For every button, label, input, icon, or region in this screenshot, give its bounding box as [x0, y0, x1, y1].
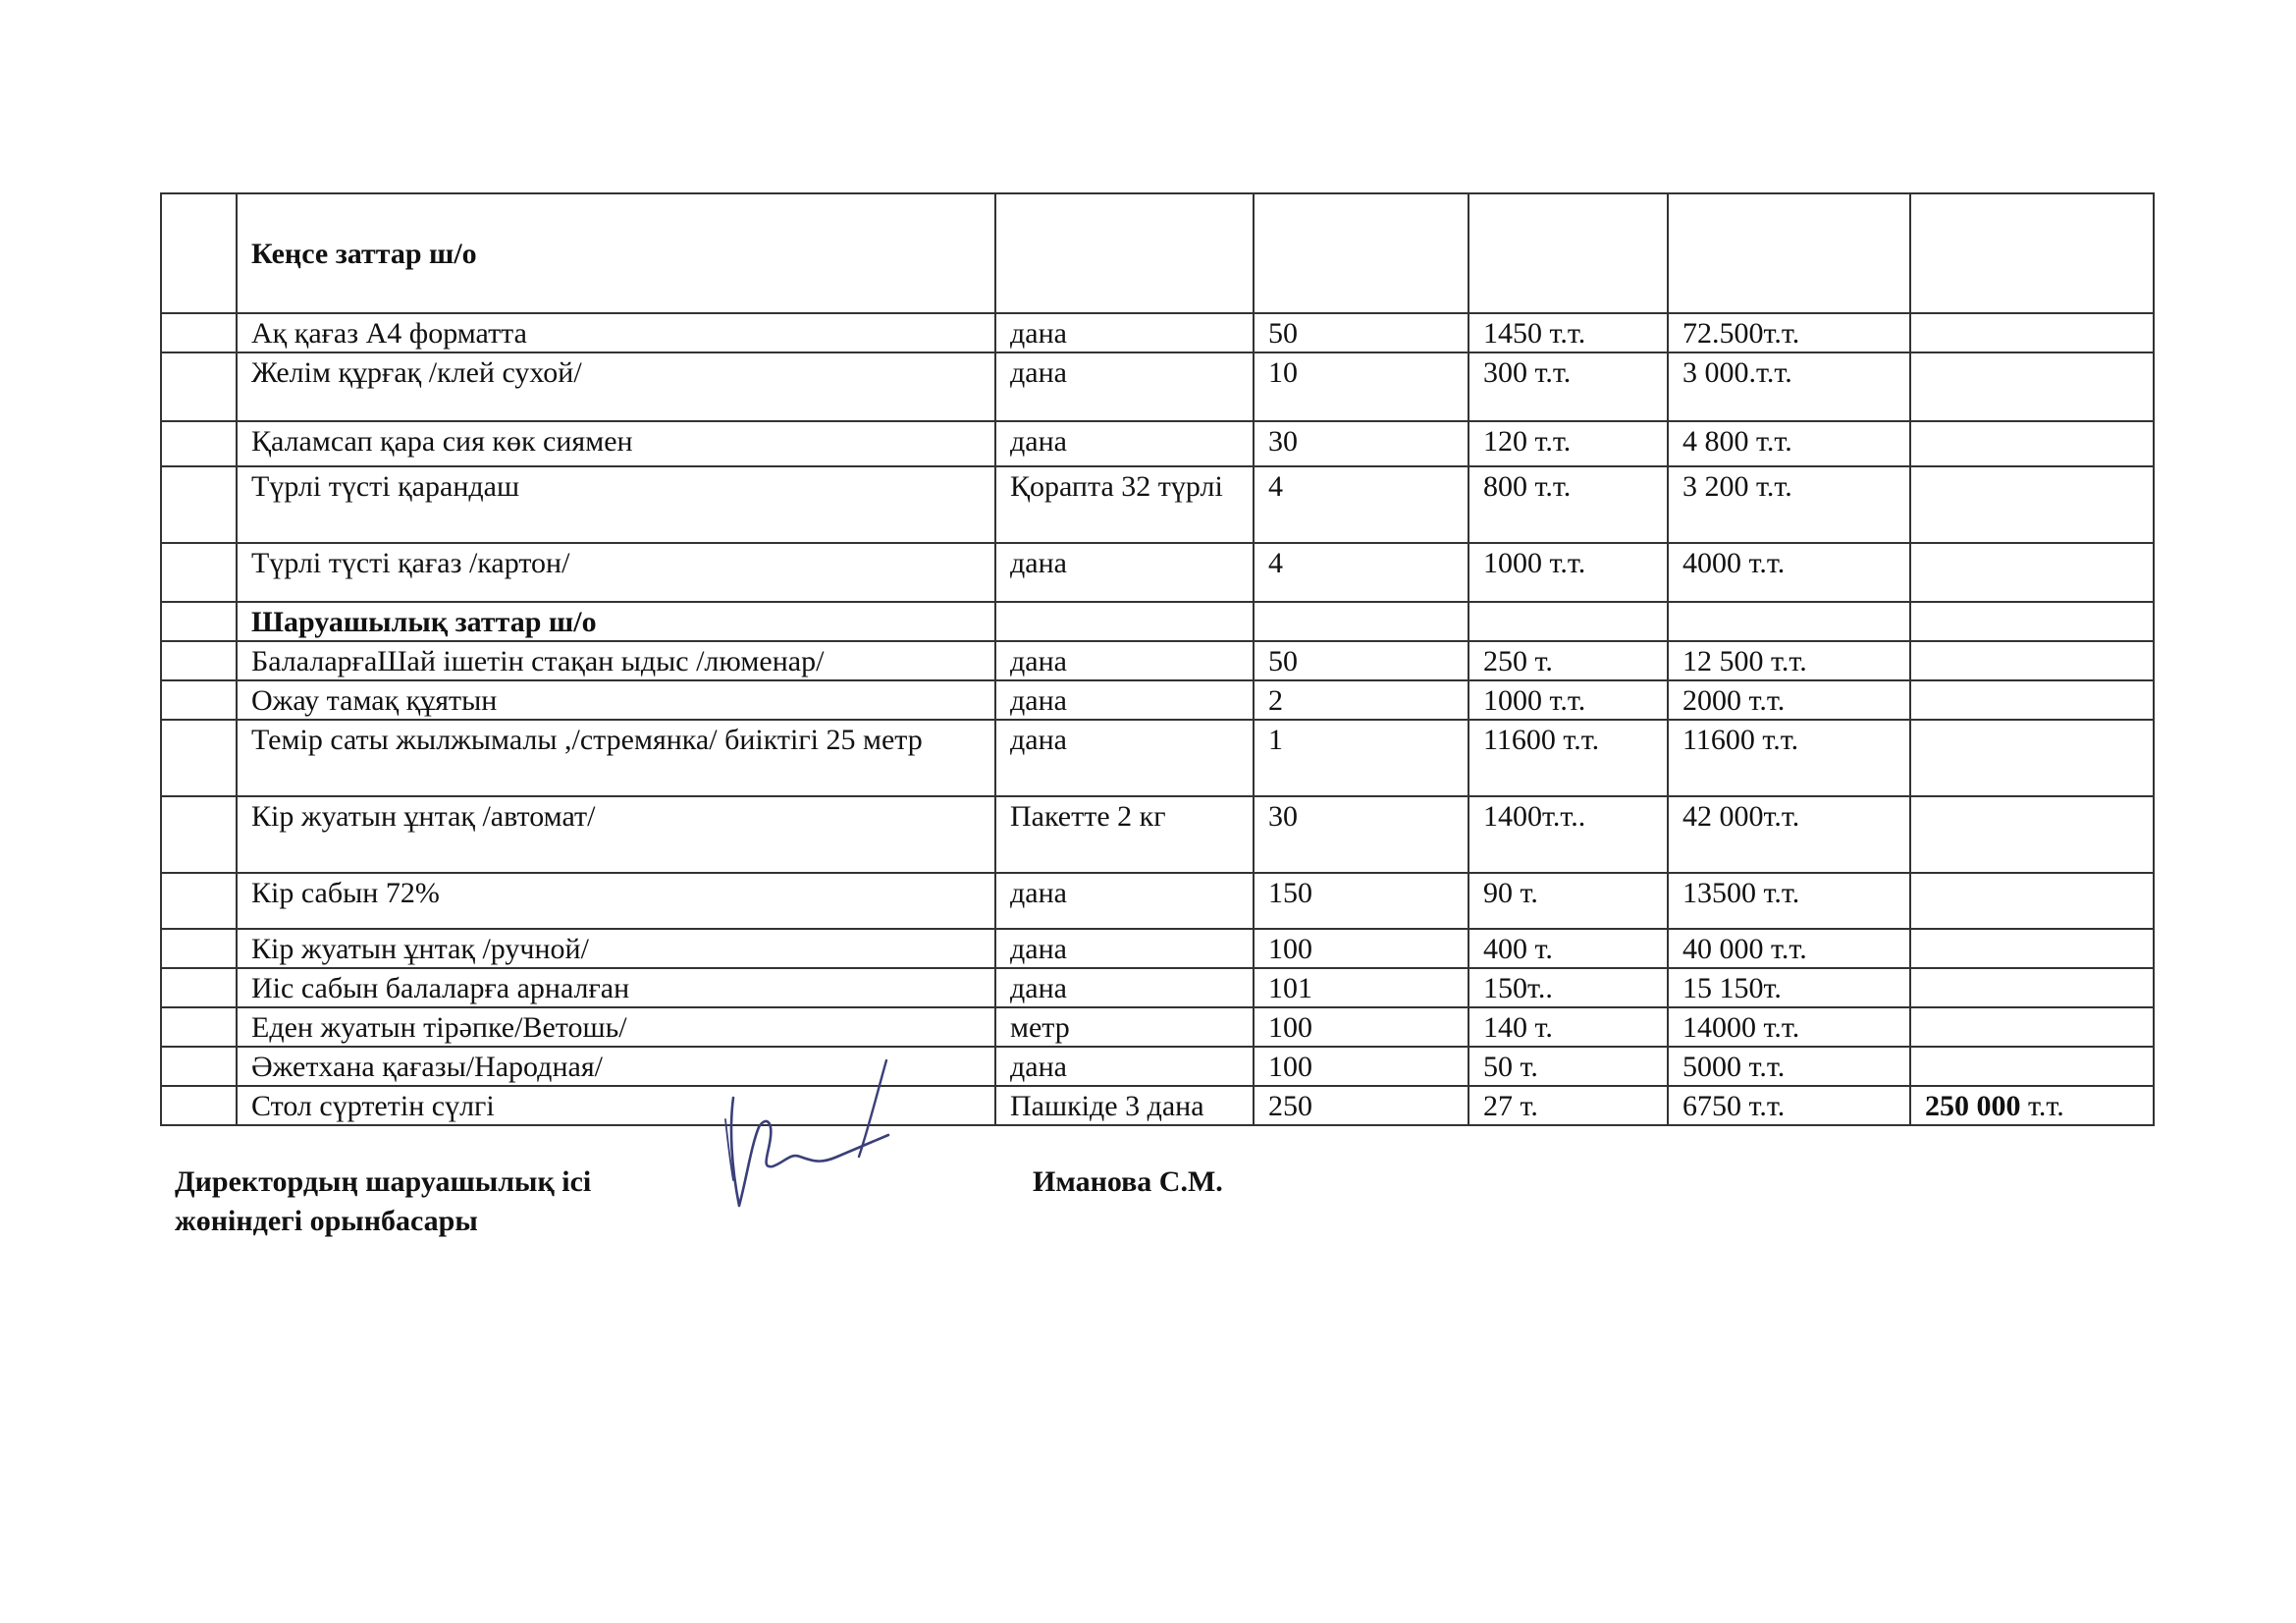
table-row — [161, 796, 2154, 873]
item-qty: 100 — [1254, 1047, 1468, 1086]
item-total — [1910, 720, 2154, 796]
item-sum: 72.500т.т. — [1668, 313, 1910, 352]
item-price: 400 т. — [1468, 929, 1668, 968]
item-name: Кір сабын 72% — [237, 873, 995, 929]
item-name: Еден жуатын тірәпке/Ветошь/ — [237, 1007, 995, 1047]
item-total — [1910, 929, 2154, 968]
item-unit: Пашкіде 3 дана — [995, 1086, 1254, 1125]
item-qty: 250 — [1254, 1086, 1468, 1125]
section-title: Кеңсе заттар ш/о — [237, 193, 995, 313]
item-sum: 4000 т.т. — [1668, 543, 1910, 602]
item-qty: 4 — [1254, 466, 1468, 543]
item-price: 11600 т.т. — [1468, 720, 1668, 796]
item-qty: 4 — [1254, 543, 1468, 602]
item-total — [1910, 543, 2154, 602]
table-row — [161, 641, 2154, 680]
item-sum: 5000 т.т. — [1668, 1047, 1910, 1086]
item-qty: 30 — [1254, 421, 1468, 466]
item-price: 1450 т.т. — [1468, 313, 1668, 352]
table-row — [161, 873, 2154, 929]
item-price: 1000 т.т. — [1468, 543, 1668, 602]
number-cell — [161, 193, 237, 313]
item-unit: дана — [995, 968, 1254, 1007]
item-sum: 4 800 т.т. — [1668, 421, 1910, 466]
item-name: Қаламсап қара сия көк сиямен — [237, 421, 995, 466]
table-row — [161, 968, 2154, 1007]
item-total — [1910, 796, 2154, 873]
item-unit: дана — [995, 313, 1254, 352]
item-name: Әжетхана қағазы/Народная/ — [237, 1047, 995, 1086]
item-sum: 3 200 т.т. — [1668, 466, 1910, 543]
section-header-office — [161, 193, 2154, 313]
item-qty: 50 — [1254, 313, 1468, 352]
item-unit: дана — [995, 421, 1254, 466]
table-row — [161, 1047, 2154, 1086]
supplies-table — [160, 192, 2155, 1126]
item-total — [1910, 968, 2154, 1007]
signer-position-line2: жөніндегі орынбасары — [175, 1205, 478, 1237]
item-price: 1000 т.т. — [1468, 680, 1668, 720]
item-price: 120 т.т. — [1468, 421, 1668, 466]
item-sum: 2000 т.т. — [1668, 680, 1910, 720]
item-qty: 100 — [1254, 929, 1468, 968]
item-total — [1910, 421, 2154, 466]
item-price: 800 т.т. — [1468, 466, 1668, 543]
item-name: Стол сүртетін сүлгі — [237, 1086, 995, 1125]
item-total — [1910, 1047, 2154, 1086]
item-unit: дана — [995, 929, 1254, 968]
item-total — [1910, 466, 2154, 543]
item-qty: 2 — [1254, 680, 1468, 720]
item-name: Желім құрғақ /клей сухой/ — [237, 352, 995, 421]
table-row — [161, 543, 2154, 602]
item-price: 50 т. — [1468, 1047, 1668, 1086]
item-price: 150т.. — [1468, 968, 1668, 1007]
signer-position — [175, 1163, 591, 1241]
item-name: Ақ қағаз А4 форматта — [237, 313, 995, 352]
item-qty: 1 — [1254, 720, 1468, 796]
item-sum: 6750 т.т. — [1668, 1086, 1910, 1125]
item-total — [1910, 352, 2154, 421]
item-unit: метр — [995, 1007, 1254, 1047]
table-row — [161, 421, 2154, 466]
item-price: 140 т. — [1468, 1007, 1668, 1047]
item-name: Кір жуатын ұнтақ /ручной/ — [237, 929, 995, 968]
table-row-total — [161, 1086, 2154, 1125]
item-name: Иіс сабын балаларға арналған — [237, 968, 995, 1007]
item-name: Кір жуатын ұнтақ /автомат/ — [237, 796, 995, 873]
item-qty: 30 — [1254, 796, 1468, 873]
item-total — [1910, 1007, 2154, 1047]
table-row — [161, 929, 2154, 968]
item-sum: 40 000 т.т. — [1668, 929, 1910, 968]
section-title: Шаруашылық заттар ш/о — [237, 602, 995, 641]
table-row — [161, 352, 2154, 421]
item-sum: 15 150т. — [1668, 968, 1910, 1007]
item-name: Түрлі түсті қағаз /картон/ — [237, 543, 995, 602]
item-price: 90 т. — [1468, 873, 1668, 929]
item-sum: 14000 т.т. — [1668, 1007, 1910, 1047]
signer-name: Иманова С.М. — [1033, 1165, 1223, 1198]
item-unit: дана — [995, 1047, 1254, 1086]
item-unit: дана — [995, 543, 1254, 602]
item-unit: дана — [995, 352, 1254, 421]
signature-icon — [721, 1058, 908, 1235]
item-sum: 12 500 т.т. — [1668, 641, 1910, 680]
item-total — [1910, 641, 2154, 680]
table-row — [161, 313, 2154, 352]
signer-position-line1: Директордың шаруашылық ісі — [175, 1165, 592, 1198]
table-row — [161, 680, 2154, 720]
table-row — [161, 720, 2154, 796]
item-sum: 13500 т.т. — [1668, 873, 1910, 929]
grand-total-unit: т.т. — [2020, 1090, 2064, 1122]
item-unit: Қорапта 32 түрлі — [995, 466, 1254, 543]
item-qty: 10 — [1254, 352, 1468, 421]
item-unit: дана — [995, 720, 1254, 796]
item-total — [1910, 313, 2154, 352]
section-header-household — [161, 602, 2154, 641]
table-row — [161, 466, 2154, 543]
item-name: Түрлі түсті қарандаш — [237, 466, 995, 543]
grand-total-value: 250 000 — [1925, 1090, 2021, 1122]
item-qty: 50 — [1254, 641, 1468, 680]
table-row — [161, 1007, 2154, 1047]
item-price: 1400т.т.. — [1468, 796, 1668, 873]
item-price: 300 т.т. — [1468, 352, 1668, 421]
item-name: БалаларғаШай ішетін стақан ыдыс /люменар/ — [237, 641, 995, 680]
item-price: 27 т. — [1468, 1086, 1668, 1125]
item-price: 250 т. — [1468, 641, 1668, 680]
item-unit: Пакетте 2 кг — [995, 796, 1254, 873]
item-name: Ожау тамақ құятын — [237, 680, 995, 720]
item-total — [1910, 680, 2154, 720]
grand-total — [1910, 1086, 2154, 1125]
item-sum: 3 000.т.т. — [1668, 352, 1910, 421]
item-unit: дана — [995, 873, 1254, 929]
item-sum: 42 000т.т. — [1668, 796, 1910, 873]
item-sum: 11600 т.т. — [1668, 720, 1910, 796]
item-qty: 150 — [1254, 873, 1468, 929]
item-name: Темір саты жылжымалы ,/стремянка/ биіктігі 25 метр — [237, 720, 995, 796]
item-unit: дана — [995, 680, 1254, 720]
item-qty: 100 — [1254, 1007, 1468, 1047]
item-unit: дана — [995, 641, 1254, 680]
item-total — [1910, 873, 2154, 929]
item-qty: 101 — [1254, 968, 1468, 1007]
